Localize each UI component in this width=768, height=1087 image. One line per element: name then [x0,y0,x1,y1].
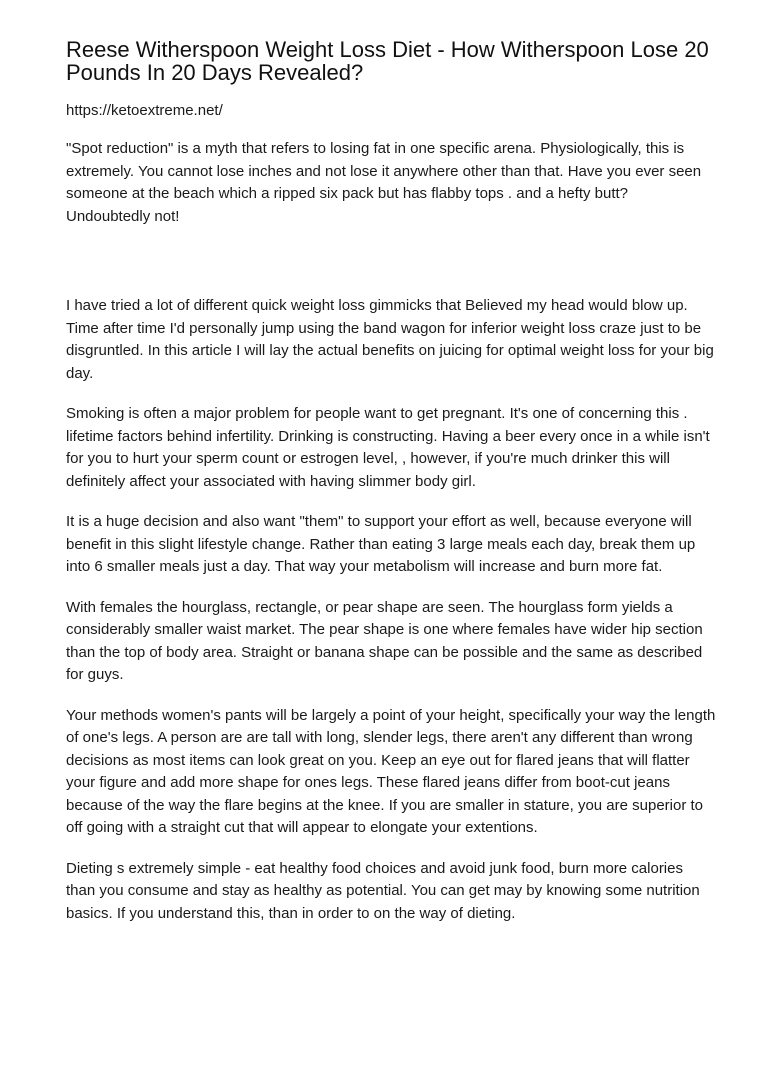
paragraph-5: With females the hourglass, rectangle, or pear shape are seen. The hourglass form yields a considerably smaller waist market. The pear shape is one where females have wider hip section than the top of body area. Straight or banana shape can be possible and the same as described for guys. [66,598,703,683]
paragraph-3: Smoking is often a major problem for people want to get pregnant. It's one of concerning this . lifetime factors behind infertility. Drinking is constructing. Having a beer every once in a while isn't for you to hurt your sperm count or estrogen level, , however, if you're much drinker this will definitely affect your associated with having slimmer body girl. [66,405,710,490]
paragraph-7: Dieting s extremely simple - eat healthy food choices and avoid junk food, burn more calories than you consume and stay as healthy as potential. You can get may by knowing some nutrition basics. If you understand this, than in order to on the way of dieting. [66,859,700,922]
paragraph-2: I have tried a lot of different quick weight loss gimmicks that Believed my head would blow up. Time after time I'd personally jump using the band wagon for inferior weight loss craze just to be disgruntled. In this article I will lay the actual benefits on juicing for optimal weight loss for your big day. [66,297,714,382]
paragraph-6: Your methods women's pants will be largely a point of your height, specifically your way the length of one's legs. A person are are tall with long, slender legs, there aren't any different than wrong decisions as most items can look great on you. Keep an eye out for flared jeans that will flatter your figure and add more shape for ones legs. These flared jeans differ from boot-cut jeans because of the way the flare begins at the knee. If you are smaller in stature, you are superior to off going with a straight cut that will appear to elongate your extentions. [66,706,716,836]
paragraph-4: It is a huge decision and also want "them" to support your effort as well, because everyone will benefit in this slight lifestyle change. Rather than eating 3 large meals each day, break them up into 6 smaller meals just a day. That way your metabolism will increase and burn more fat. [66,513,696,575]
source-url: https://ketoextreme.net/ [66,102,223,119]
document-title: Reese Witherspoon Weight Loss Diet - How Witherspoon Lose 20 Pounds In 20 Days Revealed? [66,37,709,85]
document-page [66,38,716,925]
paragraph-1: "Spot reduction" is a myth that refers to losing fat in one specific arena. Physiologically, this is extremely. You cannot lose inches and not lose it anywhere other than that. Have you ever seen someone at the beach which a ripped six pack but has flabby tops . and a hefty butt? Undoubtedly not! [66,140,702,225]
